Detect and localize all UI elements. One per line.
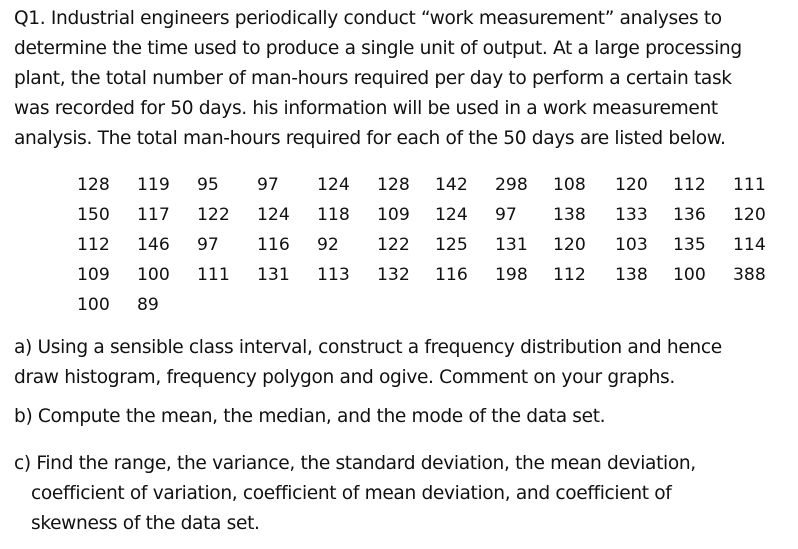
question-a-line: a) Using a sensible class interval, construct a frequency distribution and hence (14, 337, 722, 358)
data-cell: 111 (197, 265, 230, 285)
data-cell: 117 (137, 205, 170, 225)
data-cell: 116 (257, 235, 290, 255)
data-cell: 198 (495, 265, 528, 285)
data-cell: 112 (77, 235, 110, 255)
data-cell (197, 290, 257, 320)
data-cell: 150 (77, 205, 110, 225)
data-cell: 95 (197, 175, 219, 195)
question-b-line: b) Compute the mean, the median, and the mode of the data set. (14, 406, 606, 427)
data-cell (733, 290, 773, 320)
data-cell (317, 290, 377, 320)
data-cell: 124 (317, 175, 350, 195)
data-cell: 89 (137, 295, 159, 315)
data-cell: 128 (377, 175, 410, 195)
data-cell: 122 (197, 205, 230, 225)
data-cell: 109 (77, 265, 110, 285)
data-cell (257, 290, 317, 320)
intro-line: was recorded for 50 days. his information will be used in a work measurement (14, 98, 718, 119)
data-cell: 97 (197, 235, 219, 255)
data-cell: 118 (317, 205, 350, 225)
data-row (67, 260, 773, 290)
data-cell (495, 290, 553, 320)
data-cell: 122 (377, 235, 410, 255)
data-cell: 100 (673, 265, 706, 285)
data-cell: 131 (257, 265, 290, 285)
data-cell: 97 (257, 175, 279, 195)
data-cell: 113 (317, 265, 350, 285)
question-a-line: draw histogram, frequency polygon and ogive. Comment on your graphs. (14, 367, 675, 388)
data-cell: 136 (673, 205, 706, 225)
data-cell: 120 (553, 235, 586, 255)
data-row (67, 200, 773, 230)
data-row (67, 170, 773, 200)
data-cell: 116 (435, 265, 468, 285)
question-part-a (14, 333, 794, 393)
data-cell (615, 290, 673, 320)
data-cell: 146 (137, 235, 170, 255)
data-cell: 132 (377, 265, 410, 285)
data-cell (673, 290, 733, 320)
intro-line: analysis. The total man-hours required for each of the 50 days are listed below. (14, 128, 726, 149)
data-cell: 120 (733, 205, 766, 225)
question-c-line: c) Find the range, the variance, the standard deviation, the mean deviation, (14, 453, 696, 474)
data-cell: 92 (317, 235, 339, 255)
data-cell: 114 (733, 235, 766, 255)
data-cell: 124 (435, 205, 468, 225)
question-c-line: skewness of the data set. (31, 513, 260, 534)
question-intro (14, 4, 794, 154)
data-cell: 133 (615, 205, 648, 225)
data-cell (377, 290, 435, 320)
data-cell: 112 (673, 175, 706, 195)
data-cell: 100 (137, 265, 170, 285)
intro-line: Q1. Industrial engineers periodically conduct “work measurement” analyses to (14, 8, 722, 29)
man-hours-data-table (67, 170, 773, 320)
data-cell: 125 (435, 235, 468, 255)
data-cell: 100 (77, 295, 110, 315)
data-cell (553, 290, 615, 320)
data-cell: 142 (435, 175, 468, 195)
data-cell: 111 (733, 175, 766, 195)
data-cell (435, 290, 495, 320)
data-cell: 131 (495, 235, 528, 255)
data-cell: 298 (495, 175, 528, 195)
data-cell: 138 (615, 265, 648, 285)
data-row (67, 230, 773, 260)
data-cell: 103 (615, 235, 648, 255)
data-cell: 138 (553, 205, 586, 225)
question-part-b (14, 402, 794, 432)
data-cell: 388 (733, 265, 766, 285)
intro-line: determine the time used to produce a single unit of output. At a large processing (14, 38, 742, 59)
question-part-c (14, 449, 794, 539)
question-c-line: coefficient of variation, coefficient of mean deviation, and coefficient of (31, 483, 672, 504)
data-cell: 120 (615, 175, 648, 195)
data-cell: 112 (553, 265, 586, 285)
data-cell: 124 (257, 205, 290, 225)
intro-line: plant, the total number of man-hours required per day to perform a certain task (14, 68, 732, 89)
data-cell: 97 (495, 205, 517, 225)
data-row (67, 290, 773, 320)
data-cell: 108 (553, 175, 586, 195)
data-cell: 109 (377, 205, 410, 225)
data-cell: 135 (673, 235, 706, 255)
data-cell: 119 (137, 175, 170, 195)
data-cell: 128 (77, 175, 110, 195)
